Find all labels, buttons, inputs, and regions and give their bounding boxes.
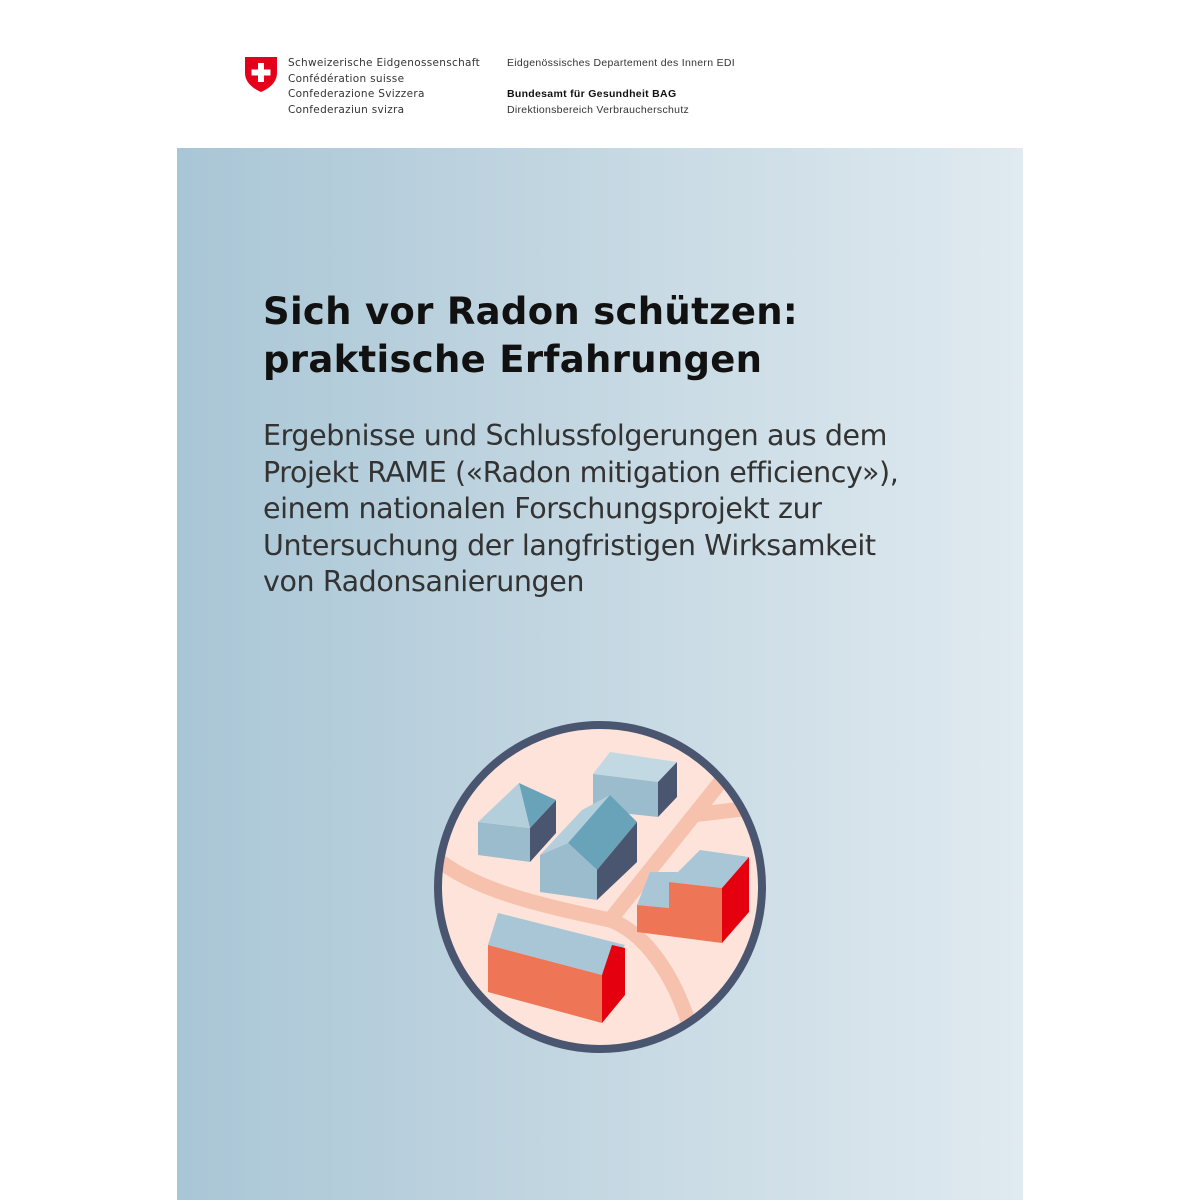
subtitle-line: einem nationalen Forschungsprojekt zur bbox=[263, 492, 822, 525]
office-name: Bundesamt für Gesundheit BAG bbox=[507, 88, 677, 100]
subtitle-line: Untersuchung der langfristigen Wirksamkeit bbox=[263, 528, 876, 562]
swiss-coat-of-arms-icon bbox=[244, 55, 278, 93]
confederation-name-de: Schweizerische Eidgenossenschaft bbox=[288, 57, 480, 69]
confederation-name-it: Confederazione Svizzera bbox=[288, 88, 425, 100]
division-name: Direktionsbereich Verbraucherschutz bbox=[507, 103, 690, 116]
confederation-name-fr: Confédération suisse bbox=[288, 72, 405, 85]
page-title bbox=[263, 288, 798, 384]
confederation-name-rm: Confederaziun svizra bbox=[288, 103, 405, 116]
title-line: Sich vor Radon schützen: bbox=[263, 290, 799, 333]
title-line: praktische Erfahrungen bbox=[263, 338, 763, 381]
header bbox=[0, 0, 1200, 148]
subtitle-line: Ergebnisse und Schlussfolgerungen aus dem bbox=[263, 419, 888, 452]
subtitle-line: von Radonsanierungen bbox=[263, 565, 585, 598]
houses-illustration bbox=[430, 715, 770, 1060]
confederation-names bbox=[288, 56, 480, 118]
subtitle-line: Projekt RAME («Radon mitigation efficiency»), bbox=[263, 455, 899, 489]
cover-panel bbox=[177, 148, 1023, 1200]
department-block bbox=[507, 56, 735, 118]
department-name: Eidgenössisches Departement des Innern EDI bbox=[507, 57, 735, 69]
subtitle bbox=[263, 418, 943, 601]
